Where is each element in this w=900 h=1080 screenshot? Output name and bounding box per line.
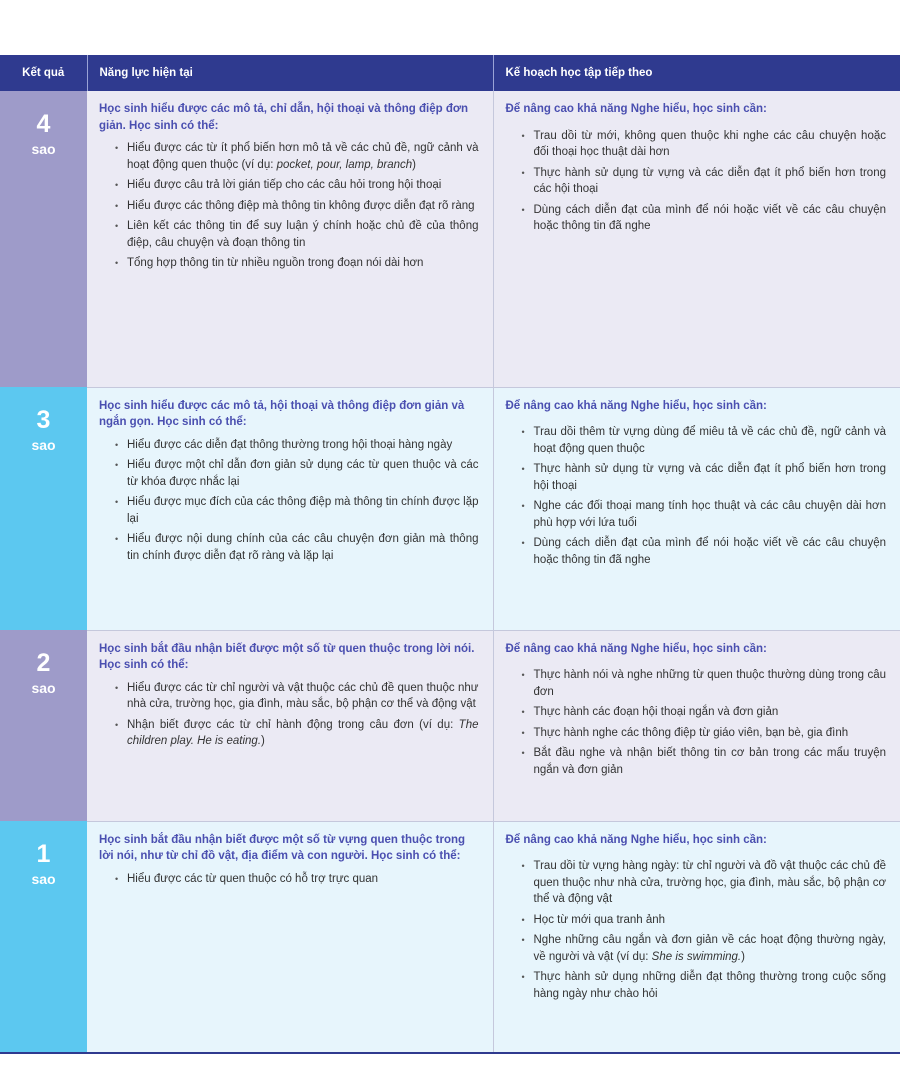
table-row-1-star: [0, 821, 900, 1053]
list-item: • Thực hành nghe các thông điệp từ giáo viên, bạn bè, gia đình: [522, 725, 887, 742]
star-count: 3: [36, 406, 51, 434]
list-item: • Bắt đầu nghe và nhận biết thông tin cơ bản trong các mẩu truyện ngắn và đơn giản: [522, 745, 887, 778]
star-unit: sao: [31, 679, 56, 696]
plan-intro: Để nâng cao khả năng Nghe hiểu, học sinh cần:: [505, 103, 767, 115]
score-cell: [0, 630, 87, 821]
list-item: • Liên kết các thông tin để suy luận ý chính hoặc chủ đề của thông điệp, câu chuyện và đoạn thông tin: [115, 218, 479, 251]
list-item: • Thực hành các đoạn hội thoại ngắn và đơn giản: [522, 704, 887, 721]
current-intro: Học sinh bắt đầu nhận biết được một số từ vựng quen thuộc trong lời nói, như từ chỉ đồ vật, địa điểm và con người. Học sinh có thể:: [99, 833, 466, 862]
list-item: • Hiểu được các thông điệp mà thông tin không được diễn đạt rõ ràng: [115, 198, 479, 215]
current-intro: Học sinh hiểu được các mô tả, hội thoại và thông điệp đơn giản và ngắn gọn. Học sinh có thể:: [99, 399, 465, 428]
current-ability-cell: [87, 630, 493, 821]
list-item: • Trau dồi từ vựng hàng ngày: từ chỉ người và đồ vật thuộc các chủ đề quen thuộc như nhà cửa, trường học, gia đình, màu sắc, bộ phận cơ thể và động vật: [522, 858, 887, 908]
list-item: • Thực hành sử dụng từ vựng và các diễn đạt ít phổ biến hơn trong các hội thoại: [522, 165, 887, 198]
star-unit: sao: [31, 436, 56, 453]
learning-plan-cell: [493, 91, 900, 387]
star-count: 2: [36, 649, 51, 677]
list-item: • Thực hành sử dụng từ vựng và các diễn đạt ít phổ biến hơn trong hội thoại: [522, 461, 887, 494]
table-row-4-stars: [0, 91, 900, 387]
list-item: • Thực hành nói và nghe những từ quen thuộc thường dùng trong câu đơn: [522, 667, 887, 700]
table-row-3-stars: [0, 387, 900, 630]
current-ability-cell: [87, 821, 493, 1053]
header-result: Kết quả: [0, 55, 87, 91]
plan-list: [506, 424, 887, 568]
results-table: [0, 55, 900, 1054]
list-item: • Hiểu được câu trả lời gián tiếp cho các câu hỏi trong hội thoại: [115, 177, 479, 194]
list-item: • Dùng cách diễn đạt của mình để nói hoặc viết về các câu chuyện hoặc thông tin đã nghe: [522, 202, 887, 235]
current-list: [99, 680, 479, 750]
list-item: • Nghe các đối thoại mang tính học thuật và các câu chuyện dài hơn phù hợp với lứa tuổi: [522, 498, 887, 531]
star-unit: sao: [31, 140, 56, 157]
learning-plan-cell: [493, 630, 900, 821]
header-current-ability: Năng lực hiện tại: [87, 55, 493, 91]
list-item: • Nhận biết được các từ chỉ hành động trong câu đơn (ví dụ: The children play. He is eating.): [115, 717, 479, 750]
list-item: • Hiểu được nội dung chính của các câu chuyện đơn giản mà thông tin chính được diễn đạt rõ ràng và lặp lại: [115, 531, 479, 564]
score-cell: [0, 387, 87, 630]
list-item: • Trau dồi từ mới, không quen thuộc khi nghe các câu chuyện hoặc đối thoại học thuật dài hơn: [522, 128, 887, 161]
list-item: • Hiểu được một chỉ dẫn đơn giản sử dụng các từ quen thuộc và các từ khóa được nhắc lại: [115, 457, 479, 490]
current-intro: Học sinh bắt đầu nhận biết được một số từ quen thuộc trong lời nói. Học sinh có thể:: [99, 642, 475, 671]
list-item: • Dùng cách diễn đạt của mình để nói hoặc viết về các câu chuyện hoặc thông tin đã nghe: [522, 535, 887, 568]
learning-plan-cell: [493, 821, 900, 1053]
star-unit: sao: [31, 870, 56, 887]
plan-list: [506, 128, 887, 235]
plan-intro: Để nâng cao khả năng Nghe hiểu, học sinh cần:: [505, 399, 767, 412]
current-intro: Học sinh hiểu được các mô tả, chỉ dẫn, hội thoại và thông điệp đơn giản. Học sinh có thể:: [99, 103, 469, 132]
current-ability-cell: [87, 91, 493, 387]
list-item: • Hiểu được các từ ít phổ biến hơn mô tả về các chủ đề, ngữ cảnh và hoạt động quen thuộc (ví dụ: pocket, pour, lamp, branch): [115, 140, 479, 173]
plan-intro: Để nâng cao khả năng Nghe hiểu, học sinh cần:: [505, 833, 767, 846]
star-count: 4: [36, 110, 51, 138]
list-item: • Hiểu được các từ quen thuộc có hỗ trợ trực quan: [115, 871, 479, 888]
current-list: [99, 140, 479, 272]
score-cell: [0, 91, 87, 387]
list-item: • Tổng hợp thông tin từ nhiều nguồn trong đoạn nói dài hơn: [115, 255, 479, 272]
list-item: • Hiểu được mục đích của các thông điệp mà thông tin chính được lặp lại: [115, 494, 479, 527]
current-ability-cell: [87, 387, 493, 630]
list-item: • Nghe những câu ngắn và đơn giản về các hoạt động thường ngày, về người và vật (ví dụ: She is swimming.): [522, 932, 887, 965]
list-item: • Thực hành sử dụng những diễn đạt thông thường trong cuộc sống hàng ngày như chào hỏi: [522, 969, 887, 1002]
score-cell: [0, 821, 87, 1053]
star-count: 1: [36, 840, 51, 868]
table-header: [0, 55, 900, 91]
current-list: [99, 437, 479, 565]
list-item: • Hiểu được các diễn đạt thông thường trong hội thoại hàng ngày: [115, 437, 479, 454]
header-next-plan: Kế hoạch học tập tiếp theo: [493, 55, 900, 91]
current-list: [99, 871, 479, 888]
plan-list: [506, 667, 887, 778]
plan-list: [506, 858, 887, 1002]
list-item: • Hiểu được các từ chỉ người và vật thuộc các chủ đề quen thuộc như nhà cửa, trường học, gia đình, màu sắc, bộ phận cơ thể và động vật: [115, 680, 479, 713]
list-item: • Học từ mới qua tranh ảnh: [522, 912, 887, 929]
learning-plan-cell: [493, 387, 900, 630]
list-item: • Trau dồi thêm từ vựng dùng để miêu tả về các chủ đề, ngữ cảnh và hoạt động quen thuộc: [522, 424, 887, 457]
plan-intro: Để nâng cao khả năng Nghe hiểu, học sinh cần:: [505, 642, 767, 655]
table-row-2-stars: [0, 630, 900, 821]
